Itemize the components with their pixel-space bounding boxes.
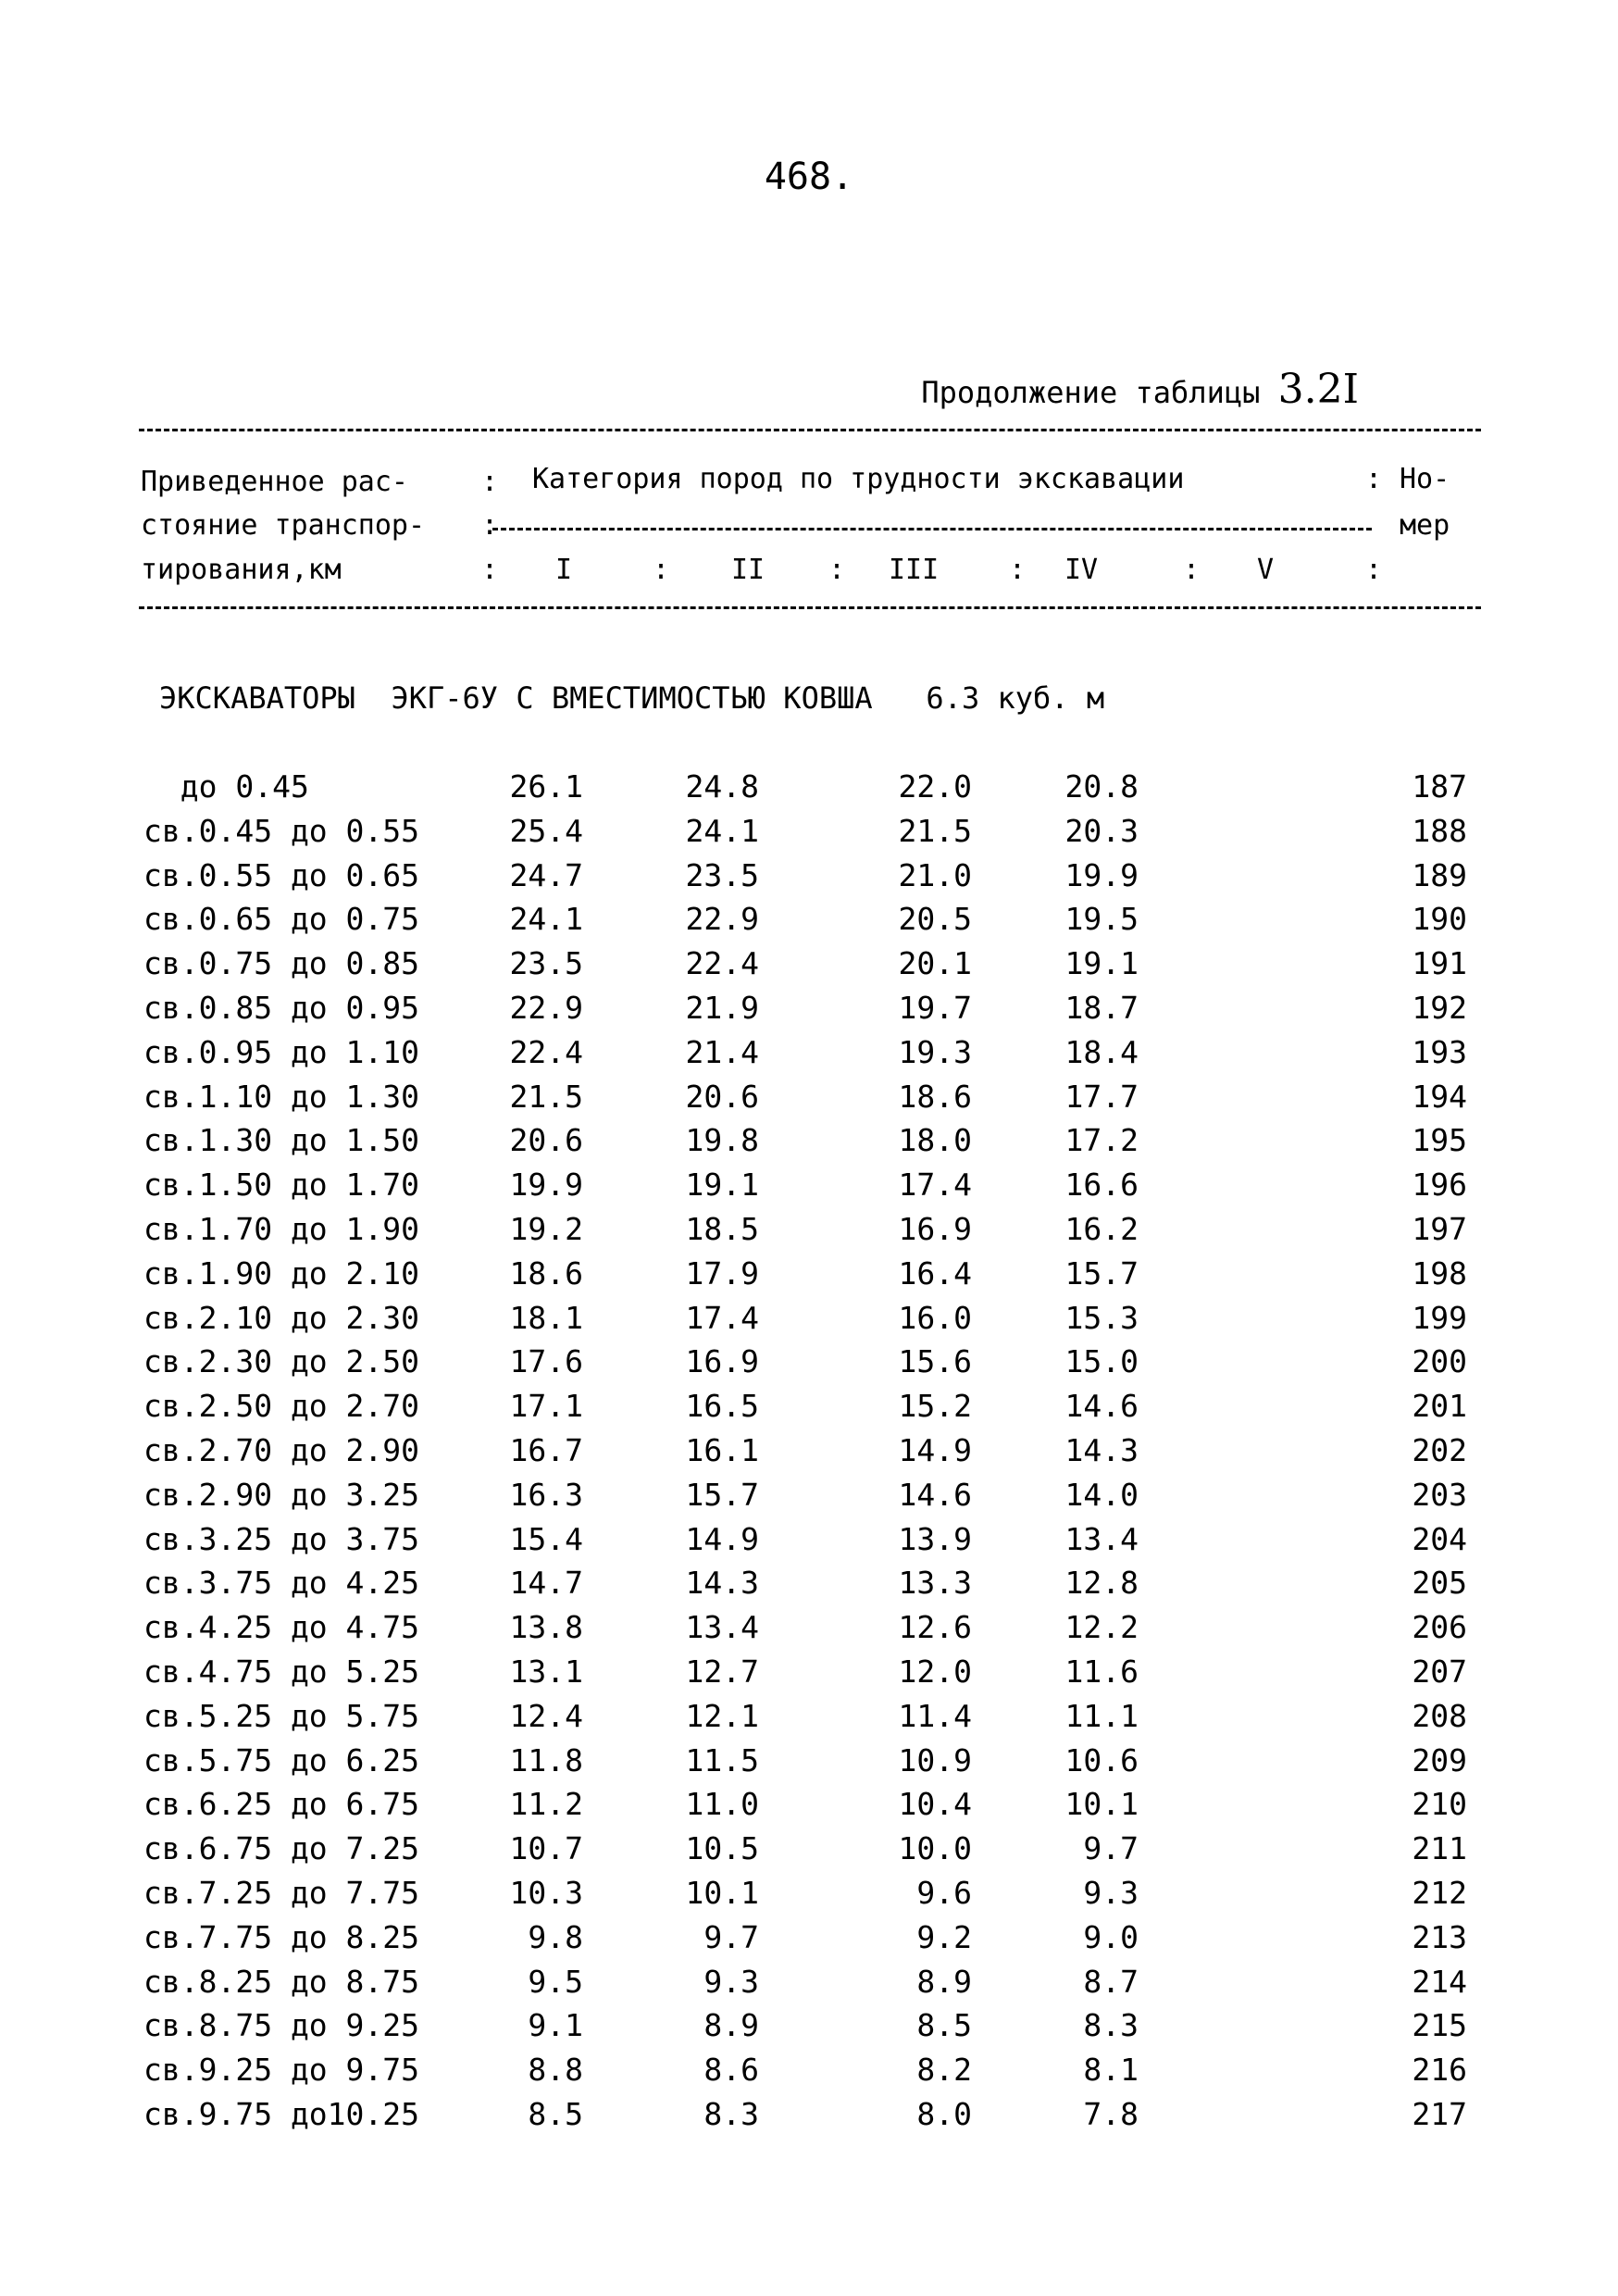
distance-cell: св.2.30 до 2.50 <box>143 1343 420 1380</box>
distance-cell: св.2.70 до 2.90 <box>143 1432 420 1468</box>
distance-cell: св.3.75 до 4.25 <box>143 1565 420 1602</box>
value-cell-cat-I: 18.6 <box>509 1254 583 1292</box>
value-cell-cat-II: 8.3 <box>703 2096 759 2132</box>
distance-cell: св.5.25 до 5.75 <box>143 1697 420 1734</box>
table-row <box>0 768 1618 813</box>
header-sep: : <box>1009 554 1027 586</box>
distance-cell: св.0.45 до 0.55 <box>143 812 420 849</box>
header-bottom-rule <box>139 606 1481 609</box>
value-cell-cat-IV: 14.3 <box>1064 1432 1139 1468</box>
value-cell-cat-III: 14.6 <box>898 1476 972 1513</box>
value-cell-cat-III: 9.2 <box>916 1918 972 1955</box>
value-cell-cat-IV: 15.0 <box>1064 1343 1139 1380</box>
value-cell-cat-II: 10.5 <box>685 1830 759 1867</box>
value-cell-cat-II: 22.4 <box>685 945 759 982</box>
header-category-V: V <box>1257 554 1275 586</box>
value-cell-cat-II: 20.6 <box>685 1078 759 1115</box>
header-sep: : <box>1183 554 1201 586</box>
table-row <box>0 1521 1618 1566</box>
value-cell-cat-IV: 19.5 <box>1064 901 1139 938</box>
distance-cell: св.1.90 до 2.10 <box>143 1254 420 1292</box>
value-cell-cat-II: 23.5 <box>685 856 759 893</box>
header-distance-line-2: стояние транспор- <box>141 509 426 542</box>
value-cell-cat-IV: 9.0 <box>1083 1918 1139 1955</box>
value-cell-cat-I: 10.7 <box>509 1830 583 1867</box>
value-cell-cat-III: 11.4 <box>898 1697 972 1734</box>
value-cell-cat-II: 9.3 <box>703 1963 759 2000</box>
value-cell-cat-IV: 7.8 <box>1083 2096 1139 2132</box>
distance-cell: св.1.30 до 1.50 <box>143 1122 420 1159</box>
table-row <box>0 1211 1618 1255</box>
distance-cell: св.8.25 до 8.75 <box>143 1963 420 2000</box>
table-row <box>0 1255 1618 1300</box>
value-cell-cat-III: 18.0 <box>898 1122 972 1159</box>
value-cell-cat-I: 15.4 <box>509 1520 583 1557</box>
distance-cell: св.1.70 до 1.90 <box>143 1211 420 1247</box>
value-cell-cat-III: 10.4 <box>898 1786 972 1823</box>
row-number-cell: 191 <box>1412 945 1467 982</box>
value-cell-cat-I: 8.5 <box>528 2096 583 2132</box>
table-row <box>0 857 1618 902</box>
value-cell-cat-III: 16.0 <box>898 1299 972 1336</box>
value-cell-cat-III: 21.5 <box>898 812 972 849</box>
distance-cell: св.6.25 до 6.75 <box>143 1786 420 1823</box>
distance-cell: св.7.75 до 8.25 <box>143 1918 420 1955</box>
value-cell-cat-I: 10.3 <box>509 1875 583 1911</box>
value-cell-cat-I: 26.1 <box>509 768 583 805</box>
header-category-IV: IV <box>1064 554 1099 586</box>
table-row <box>0 1742 1618 1787</box>
value-cell-cat-III: 15.2 <box>898 1388 972 1425</box>
table-row <box>0 1343 1618 1388</box>
value-cell-cat-IV: 15.3 <box>1064 1299 1139 1336</box>
value-cell-cat-II: 13.4 <box>685 1609 759 1646</box>
table-row <box>0 813 1618 857</box>
value-cell-cat-I: 17.1 <box>509 1388 583 1425</box>
header-category-III: III <box>889 554 940 586</box>
value-cell-cat-IV: 12.2 <box>1064 1609 1139 1646</box>
value-cell-cat-III: 8.2 <box>916 2052 972 2089</box>
value-cell-cat-IV: 14.0 <box>1064 1476 1139 1513</box>
distance-cell: св.4.75 до 5.25 <box>143 1653 420 1690</box>
value-cell-cat-III: 13.9 <box>898 1520 972 1557</box>
value-cell-cat-II: 16.9 <box>685 1343 759 1380</box>
value-cell-cat-II: 11.0 <box>685 1786 759 1823</box>
distance-cell: св.5.75 до 6.25 <box>143 1741 420 1778</box>
table-row <box>0 1432 1618 1477</box>
value-cell-cat-IV: 19.1 <box>1064 945 1139 982</box>
row-number-cell: 210 <box>1412 1786 1467 1823</box>
distance-cell: св.7.25 до 7.75 <box>143 1875 420 1911</box>
value-cell-cat-I: 19.9 <box>509 1167 583 1204</box>
row-number-cell: 192 <box>1412 990 1467 1026</box>
value-cell-cat-III: 18.6 <box>898 1078 972 1115</box>
value-cell-cat-I: 9.1 <box>528 2007 583 2044</box>
value-cell-cat-I: 22.4 <box>509 1033 583 1070</box>
value-cell-cat-II: 19.1 <box>685 1167 759 1204</box>
value-cell-cat-I: 21.5 <box>509 1078 583 1115</box>
table-row <box>0 2096 1618 2140</box>
value-cell-cat-IV: 18.7 <box>1064 990 1139 1026</box>
table-row <box>0 1919 1618 1964</box>
value-cell-cat-IV: 16.6 <box>1064 1167 1139 1204</box>
value-cell-cat-IV: 10.1 <box>1064 1786 1139 1823</box>
header-top-rule <box>139 429 1481 431</box>
row-number-cell: 217 <box>1412 2096 1467 2132</box>
value-cell-cat-I: 8.8 <box>528 2052 583 2089</box>
distance-cell: св.0.55 до 0.65 <box>143 856 420 893</box>
table-row <box>0 901 1618 945</box>
value-cell-cat-II: 16.1 <box>685 1432 759 1468</box>
value-cell-cat-II: 14.3 <box>685 1565 759 1602</box>
value-cell-cat-II: 18.5 <box>685 1211 759 1247</box>
table-row <box>0 2007 1618 2052</box>
value-cell-cat-IV: 8.1 <box>1083 2052 1139 2089</box>
value-cell-cat-III: 14.9 <box>898 1432 972 1468</box>
value-cell-cat-I: 16.3 <box>509 1476 583 1513</box>
header-sep: : <box>1365 554 1383 586</box>
row-number-cell: 214 <box>1412 1963 1467 2000</box>
value-cell-cat-III: 16.4 <box>898 1254 972 1292</box>
value-cell-cat-I: 17.6 <box>509 1343 583 1380</box>
header-sep: : <box>828 554 846 586</box>
value-cell-cat-I: 13.8 <box>509 1609 583 1646</box>
distance-cell: св.8.75 до 9.25 <box>143 2007 420 2044</box>
row-number-cell: 190 <box>1412 901 1467 938</box>
value-cell-cat-III: 13.3 <box>898 1565 972 1602</box>
table-row <box>0 1698 1618 1742</box>
value-cell-cat-II: 9.7 <box>703 1918 759 1955</box>
value-cell-cat-III: 21.0 <box>898 856 972 893</box>
header-sub-rule <box>492 528 1372 530</box>
distance-cell: св.1.10 до 1.30 <box>143 1078 420 1115</box>
row-number-cell: 201 <box>1412 1388 1467 1425</box>
table-row <box>0 1167 1618 1211</box>
value-cell-cat-III: 19.7 <box>898 990 972 1026</box>
header-sep: : <box>481 554 499 586</box>
table-row <box>0 1034 1618 1079</box>
row-number-cell: 195 <box>1412 1122 1467 1159</box>
value-cell-cat-IV: 18.4 <box>1064 1033 1139 1070</box>
value-cell-cat-IV: 9.3 <box>1083 1875 1139 1911</box>
table-row <box>0 945 1618 990</box>
distance-cell: св.3.25 до 3.75 <box>143 1520 420 1557</box>
distance-cell: св.0.75 до 0.85 <box>143 945 420 982</box>
value-cell-cat-IV: 10.6 <box>1064 1741 1139 1778</box>
value-cell-cat-II: 16.5 <box>685 1388 759 1425</box>
table-row <box>0 1300 1618 1344</box>
value-cell-cat-II: 21.9 <box>685 990 759 1026</box>
value-cell-cat-I: 16.7 <box>509 1432 583 1468</box>
value-cell-cat-IV: 11.6 <box>1064 1653 1139 1690</box>
header-sep: : <box>481 466 499 498</box>
value-cell-cat-I: 11.2 <box>509 1786 583 1823</box>
row-number-cell: 213 <box>1412 1918 1467 1955</box>
table-row <box>0 1875 1618 1919</box>
row-number-cell: 193 <box>1412 1033 1467 1070</box>
row-number-cell: 209 <box>1412 1741 1467 1778</box>
header-distance-line-3: тирования,км <box>141 554 342 586</box>
value-cell-cat-II: 12.7 <box>685 1653 759 1690</box>
value-cell-cat-III: 8.0 <box>916 2096 972 2132</box>
value-cell-cat-III: 8.5 <box>916 2007 972 2044</box>
header-number-line-2: мер <box>1400 509 1450 542</box>
table-continuation-label <box>921 366 1359 413</box>
row-number-cell: 208 <box>1412 1697 1467 1734</box>
row-number-cell: 196 <box>1412 1167 1467 1204</box>
header-number-line-1: Но- <box>1400 463 1450 495</box>
table-row <box>0 1565 1618 1609</box>
value-cell-cat-II: 22.9 <box>685 901 759 938</box>
value-cell-cat-I: 20.6 <box>509 1122 583 1159</box>
value-cell-cat-II: 17.4 <box>685 1299 759 1336</box>
value-cell-cat-I: 22.9 <box>509 990 583 1026</box>
continuation-text: Продолжение таблицы <box>921 375 1261 410</box>
value-cell-cat-II: 12.1 <box>685 1697 759 1734</box>
distance-cell: св.0.95 до 1.10 <box>143 1033 420 1070</box>
value-cell-cat-II: 8.6 <box>703 2052 759 2089</box>
row-number-cell: 204 <box>1412 1520 1467 1557</box>
value-cell-cat-I: 14.7 <box>509 1565 583 1602</box>
distance-cell: св.2.90 до 3.25 <box>143 1476 420 1513</box>
row-number-cell: 200 <box>1412 1343 1467 1380</box>
distance-cell: до 0.45 <box>143 768 309 805</box>
value-cell-cat-III: 10.9 <box>898 1741 972 1778</box>
row-number-cell: 187 <box>1412 768 1467 805</box>
page-number: 468. <box>764 156 854 198</box>
value-cell-cat-II: 21.4 <box>685 1033 759 1070</box>
row-number-cell: 194 <box>1412 1078 1467 1115</box>
value-cell-cat-IV: 20.3 <box>1064 812 1139 849</box>
distance-cell: св.2.50 до 2.70 <box>143 1388 420 1425</box>
value-cell-cat-IV: 20.8 <box>1064 768 1139 805</box>
value-cell-cat-III: 15.6 <box>898 1343 972 1380</box>
row-number-cell: 203 <box>1412 1476 1467 1513</box>
value-cell-cat-II: 24.8 <box>685 768 759 805</box>
value-cell-cat-II: 10.1 <box>685 1875 759 1911</box>
value-cell-cat-IV: 8.7 <box>1083 1963 1139 2000</box>
value-cell-cat-IV: 12.8 <box>1064 1565 1139 1602</box>
value-cell-cat-IV: 17.7 <box>1064 1078 1139 1115</box>
distance-cell: св.4.25 до 4.75 <box>143 1609 420 1646</box>
row-number-cell: 202 <box>1412 1432 1467 1468</box>
distance-cell: св.6.75 до 7.25 <box>143 1830 420 1867</box>
row-number-cell: 207 <box>1412 1653 1467 1690</box>
table-row <box>0 1477 1618 1521</box>
value-cell-cat-III: 20.1 <box>898 945 972 982</box>
value-cell-cat-III: 22.0 <box>898 768 972 805</box>
value-cell-cat-I: 9.8 <box>528 1918 583 1955</box>
distance-cell: св.9.75 до10.25 <box>143 2096 420 2132</box>
value-cell-cat-II: 24.1 <box>685 812 759 849</box>
value-cell-cat-I: 24.7 <box>509 856 583 893</box>
value-cell-cat-II: 14.9 <box>685 1520 759 1557</box>
row-number-cell: 188 <box>1412 812 1467 849</box>
distance-cell: св.0.85 до 0.95 <box>143 990 420 1026</box>
value-cell-cat-IV: 13.4 <box>1064 1520 1139 1557</box>
header-category: Категория пород по трудности экскавации <box>532 463 1185 495</box>
table-row <box>0 1388 1618 1432</box>
header-distance-line-1: Приведенное рас- <box>141 466 408 498</box>
value-cell-cat-I: 24.1 <box>509 901 583 938</box>
value-cell-cat-III: 19.3 <box>898 1033 972 1070</box>
table-row <box>0 1122 1618 1167</box>
value-cell-cat-I: 13.1 <box>509 1653 583 1690</box>
header-sep: : <box>481 509 499 542</box>
value-cell-cat-I: 23.5 <box>509 945 583 982</box>
value-cell-cat-III: 8.9 <box>916 1963 972 2000</box>
value-cell-cat-IV: 15.7 <box>1064 1254 1139 1292</box>
value-cell-cat-IV: 14.6 <box>1064 1388 1139 1425</box>
value-cell-cat-III: 12.6 <box>898 1609 972 1646</box>
value-cell-cat-II: 19.8 <box>685 1122 759 1159</box>
value-cell-cat-I: 11.8 <box>509 1741 583 1778</box>
value-cell-cat-III: 17.4 <box>898 1167 972 1204</box>
value-cell-cat-I: 12.4 <box>509 1697 583 1734</box>
table-row <box>0 1079 1618 1123</box>
value-cell-cat-I: 9.5 <box>528 1963 583 2000</box>
section-title: ЭКСКАВАТОРЫ ЭКГ-6У С ВМЕСТИМОСТЬЮ КОВША 6.3 куб. м <box>159 680 1105 716</box>
value-cell-cat-IV: 8.3 <box>1083 2007 1139 2044</box>
value-cell-cat-I: 18.1 <box>509 1299 583 1336</box>
value-cell-cat-IV: 16.2 <box>1064 1211 1139 1247</box>
value-cell-cat-III: 20.5 <box>898 901 972 938</box>
value-cell-cat-I: 19.2 <box>509 1211 583 1247</box>
distance-cell: св.1.50 до 1.70 <box>143 1167 420 1204</box>
table-row <box>0 990 1618 1034</box>
table-number: 3.2I <box>1277 366 1359 413</box>
value-cell-cat-III: 10.0 <box>898 1830 972 1867</box>
distance-cell: св.2.10 до 2.30 <box>143 1299 420 1336</box>
row-number-cell: 198 <box>1412 1254 1467 1292</box>
value-cell-cat-I: 25.4 <box>509 812 583 849</box>
row-number-cell: 197 <box>1412 1211 1467 1247</box>
table-row <box>0 1609 1618 1653</box>
header-sep: : <box>653 554 670 586</box>
row-number-cell: 205 <box>1412 1565 1467 1602</box>
value-cell-cat-IV: 11.1 <box>1064 1697 1139 1734</box>
value-cell-cat-III: 12.0 <box>898 1653 972 1690</box>
row-number-cell: 211 <box>1412 1830 1467 1867</box>
table-row <box>0 1964 1618 2008</box>
header-sep: : <box>1365 463 1383 495</box>
distance-cell: св.9.25 до 9.75 <box>143 2052 420 2089</box>
row-number-cell: 212 <box>1412 1875 1467 1911</box>
header-category-II: II <box>731 554 765 586</box>
table-row <box>0 1653 1618 1698</box>
value-cell-cat-II: 17.9 <box>685 1254 759 1292</box>
row-number-cell: 189 <box>1412 856 1467 893</box>
row-number-cell: 216 <box>1412 2052 1467 2089</box>
row-number-cell: 206 <box>1412 1609 1467 1646</box>
row-number-cell: 199 <box>1412 1299 1467 1336</box>
value-cell-cat-II: 8.9 <box>703 2007 759 2044</box>
row-number-cell: 215 <box>1412 2007 1467 2044</box>
value-cell-cat-IV: 17.2 <box>1064 1122 1139 1159</box>
header-category-I: I <box>555 554 573 586</box>
value-cell-cat-IV: 19.9 <box>1064 856 1139 893</box>
table-row <box>0 1830 1618 1875</box>
table-row <box>0 2052 1618 2096</box>
value-cell-cat-IV: 9.7 <box>1083 1830 1139 1867</box>
value-cell-cat-III: 9.6 <box>916 1875 972 1911</box>
value-cell-cat-II: 11.5 <box>685 1741 759 1778</box>
value-cell-cat-II: 15.7 <box>685 1476 759 1513</box>
distance-cell: св.0.65 до 0.75 <box>143 901 420 938</box>
value-cell-cat-III: 16.9 <box>898 1211 972 1247</box>
table-row <box>0 1786 1618 1830</box>
